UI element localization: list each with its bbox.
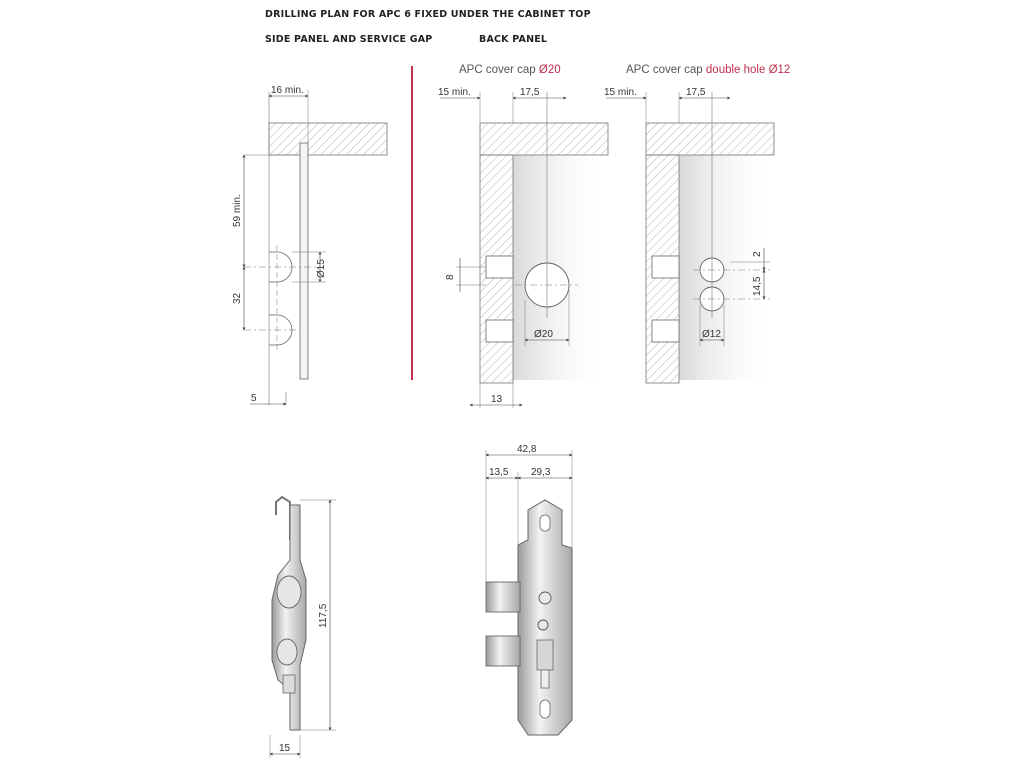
side-panel-drawing — [232, 85, 387, 405]
caption-value: double hole Ø12 — [705, 64, 791, 76]
dim-15: 15 — [279, 743, 291, 754]
dim-8: 8 — [445, 274, 456, 280]
caption-prefix: APC cover cap — [626, 64, 706, 76]
dim-5: 5 — [251, 393, 257, 404]
caption-value: Ø20 — [538, 64, 561, 76]
dim-d12: Ø12 — [702, 329, 721, 340]
back-panel-shading — [679, 155, 774, 380]
dim-16-min: 16 min. — [271, 85, 304, 96]
dim-117-5: 117,5 — [318, 603, 329, 628]
drill-slot-upper — [652, 256, 679, 278]
cabinet-top — [646, 123, 774, 155]
dim-29-3: 29,3 — [531, 467, 551, 478]
cabinet-top — [480, 123, 608, 155]
hinge-front-view — [486, 444, 572, 735]
dim-42-8: 42,8 — [517, 444, 537, 455]
section-side-panel: SIDE PANEL AND SERVICE GAP — [265, 34, 433, 45]
dim-32: 32 — [232, 292, 243, 304]
dim-17-5: 17,5 — [520, 87, 540, 98]
dim-2: 2 — [752, 251, 763, 257]
dim-d15: Ø15 — [316, 259, 327, 278]
section-back-panel: BACK PANEL — [479, 34, 548, 45]
back-panel-d12-drawing — [604, 87, 774, 383]
dim-15-min: 15 min. — [604, 87, 637, 98]
cabinet-top — [269, 123, 387, 155]
drill-slot-upper — [486, 256, 513, 278]
drill-slot-lower — [486, 320, 513, 342]
dim-d20: Ø20 — [534, 329, 553, 340]
hinge-hook — [276, 497, 290, 540]
dim-14-5: 14,5 — [752, 276, 763, 296]
dim-17-5: 17,5 — [686, 87, 706, 98]
caption-prefix: APC cover cap — [459, 64, 539, 76]
hinge-side-view — [270, 497, 336, 758]
drill-slot-lower — [652, 320, 679, 342]
dim-15-min: 15 min. — [438, 87, 471, 98]
back-panel-d20-drawing — [438, 87, 608, 408]
dowel-upper — [486, 582, 520, 612]
dim-13-5: 13,5 — [489, 467, 509, 478]
adjustment-screw — [539, 592, 551, 604]
dim-59-min: 59 min. — [232, 194, 243, 227]
dowel-lower — [486, 636, 520, 666]
dim-13: 13 — [491, 394, 503, 405]
side-panel — [300, 143, 308, 379]
drawing-title: DRILLING PLAN FOR APC 6 FIXED UNDER THE CABINET TOP — [265, 9, 591, 20]
